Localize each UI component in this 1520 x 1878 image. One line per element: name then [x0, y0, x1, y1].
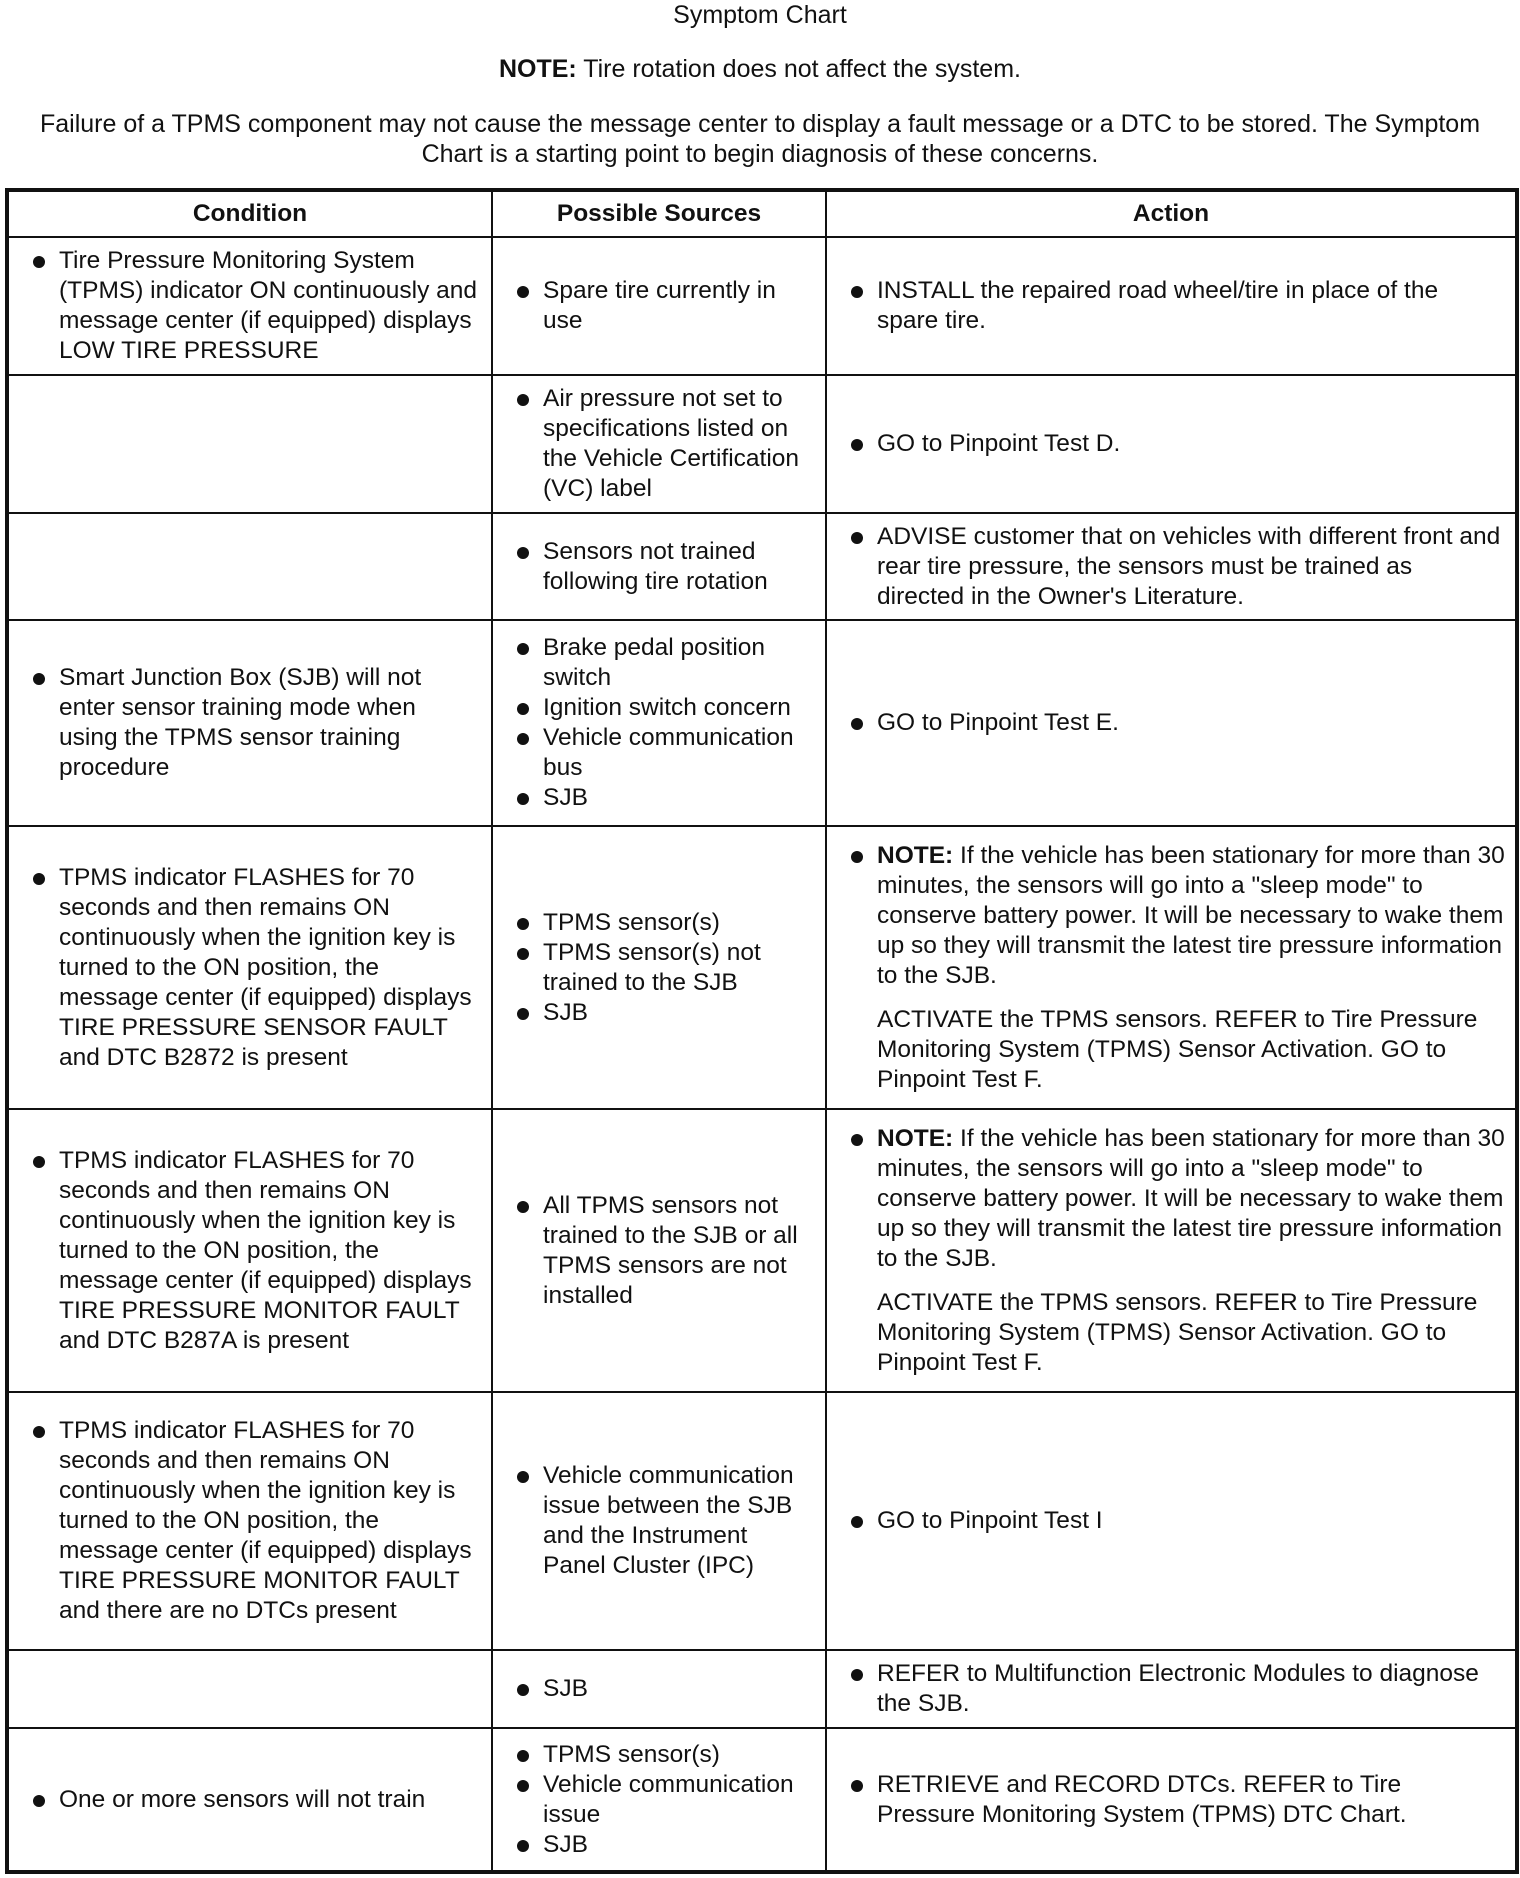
- sources-content: [493, 380, 825, 508]
- condition-content: [9, 1412, 491, 1630]
- action-cell: [826, 1392, 1517, 1650]
- sources-content: [493, 1457, 825, 1585]
- source-item: Ignition switch concern: [513, 693, 815, 723]
- table-row: [7, 1109, 1517, 1392]
- action-text: REFER to Multifunction Electronic Modules to diagnose the SJB.: [877, 1660, 1479, 1717]
- condition-text: TPMS indicator FLASHES for 70 seconds and then remains ON continuously when the ignition key is turned to the ON position, the message center (if equipped) displays TIRE PRESSURE SENSOR FAULT and DTC B2872 is present: [29, 863, 481, 1073]
- source-item: SJB: [513, 1674, 815, 1704]
- condition-cell: [7, 1109, 492, 1392]
- source-item: TPMS sensor(s): [513, 908, 815, 938]
- action-content: [827, 704, 1515, 742]
- source-item: SJB: [513, 1830, 815, 1860]
- sources-content: [493, 1736, 825, 1864]
- source-item: Spare tire currently in use: [513, 276, 815, 336]
- source-item: Brake pedal position switch: [513, 633, 815, 693]
- condition-cell: [7, 1728, 492, 1872]
- action-cell: [826, 826, 1517, 1109]
- action-text: RETRIEVE and RECORD DTCs. REFER to Tire Pressure Monitoring System (TPMS) DTC Chart.: [877, 1770, 1407, 1828]
- condition-content: [9, 1685, 491, 1693]
- table-row: [7, 826, 1517, 1109]
- action-note-label: NOTE:: [877, 1124, 954, 1152]
- condition-cell: [7, 375, 492, 513]
- condition-list: [29, 1785, 481, 1815]
- action-note-label: NOTE:: [877, 841, 954, 869]
- source-item: Air pressure not set to specifications listed on the Vehicle Certification (VC) label: [513, 384, 815, 504]
- sources-content: [493, 904, 825, 1032]
- source-item: Vehicle communication bus: [513, 723, 815, 783]
- action-list: [847, 1659, 1505, 1719]
- condition-cell: [7, 513, 492, 620]
- action-content: [827, 1655, 1515, 1723]
- note-label: NOTE:: [498, 55, 577, 83]
- action-item: [847, 429, 1505, 459]
- sources-content: [493, 533, 825, 601]
- action-content: [827, 1766, 1515, 1834]
- action-item: [847, 841, 1505, 991]
- action-text: If the vehicle has been stationary for more than 30 minutes, the sensors will go into a "sleep mode" to conserve battery power. It will be necessary to wake them up so they will transmit the latest tire pressure information to the SJB.: [877, 1124, 1505, 1272]
- condition-content: [9, 242, 491, 370]
- action-cell: [826, 620, 1517, 826]
- sources-list: [513, 537, 815, 597]
- condition-text: TPMS indicator FLASHES for 70 seconds and then remains ON continuously when the ignition key is turned to the ON position, the message center (if equipped) displays TIRE PRESSURE MONITOR FAULT and DTC B287A is present: [29, 1146, 481, 1356]
- action-item: [847, 1770, 1505, 1830]
- condition-cell: [7, 1392, 492, 1650]
- condition-content: [9, 563, 491, 571]
- table-row: [7, 237, 1517, 375]
- condition-list: [29, 663, 481, 783]
- source-item: SJB: [513, 998, 815, 1028]
- condition-cell: [7, 237, 492, 375]
- condition-text: One or more sensors will not train: [29, 1785, 481, 1815]
- table-row: [7, 1392, 1517, 1650]
- source-item: All TPMS sensors not trained to the SJB or all TPMS sensors are not installed: [513, 1191, 815, 1311]
- table-row: [7, 513, 1517, 620]
- sources-cell: [492, 1109, 826, 1392]
- sources-cell: [492, 1650, 826, 1728]
- sources-list: [513, 908, 815, 1028]
- table-row: [7, 1650, 1517, 1728]
- sources-cell: [492, 826, 826, 1109]
- action-list: [847, 708, 1505, 738]
- action-list: [847, 1770, 1505, 1830]
- action-item: [847, 1124, 1505, 1274]
- sources-cell: [492, 1728, 826, 1872]
- action-content: [827, 425, 1515, 463]
- table-row: [7, 620, 1517, 826]
- action-content: [827, 837, 1515, 1099]
- sources-content: [493, 272, 825, 340]
- action-list: [847, 522, 1505, 612]
- condition-content: [9, 659, 491, 787]
- condition-cell: [7, 1650, 492, 1728]
- action-item: [847, 708, 1505, 738]
- condition-cell: [7, 620, 492, 826]
- table-header-row: [7, 190, 1517, 237]
- action-extra-text: ACTIVATE the TPMS sensors. REFER to Tire Pressure Monitoring System (TPMS) Sensor Activation. GO to Pinpoint Test F.: [877, 1005, 1478, 1093]
- action-item: [847, 522, 1505, 612]
- action-cell: [826, 1109, 1517, 1392]
- source-item: Sensors not trained following tire rotation: [513, 537, 815, 597]
- action-cell: [826, 237, 1517, 375]
- condition-list: [29, 1416, 481, 1626]
- header-condition: Condition: [7, 190, 492, 237]
- action-list: [847, 276, 1505, 336]
- action-item: [847, 1506, 1505, 1536]
- condition-content: [9, 1781, 491, 1819]
- action-list: [847, 1506, 1505, 1536]
- condition-text: TPMS indicator FLASHES for 70 seconds and then remains ON continuously when the ignition key is turned to the ON position, the message center (if equipped) displays TIRE PRESSURE MONITOR FAULT and there are no DTCs present: [29, 1416, 481, 1626]
- action-content: [827, 272, 1515, 340]
- sources-content: [493, 1670, 825, 1708]
- action-text: GO to Pinpoint Test I: [877, 1507, 1103, 1534]
- condition-content: [9, 1142, 491, 1360]
- action-cell: [826, 1650, 1517, 1728]
- intro-paragraph: Failure of a TPMS component may not cause the message center to display a fault message or a DTC to be stored. The Symptom Chart is a starting point to begin diagnosis of these concerns.: [39, 110, 1481, 168]
- condition-list: [29, 863, 481, 1073]
- sources-cell: [492, 375, 826, 513]
- action-text: GO to Pinpoint Test D.: [877, 430, 1121, 457]
- table-row: [7, 1728, 1517, 1872]
- source-item: Vehicle communication issue: [513, 1770, 815, 1830]
- sources-content: [493, 629, 825, 817]
- action-list: [847, 429, 1505, 459]
- header-action: Action: [826, 190, 1517, 237]
- condition-content: [9, 859, 491, 1077]
- sources-list: [513, 1740, 815, 1860]
- table-row: [7, 375, 1517, 513]
- sources-list: [513, 633, 815, 813]
- action-content: [827, 518, 1515, 616]
- action-text: If the vehicle has been stationary for more than 30 minutes, the sensors will go into a "sleep mode" to conserve battery power. It will be necessary to wake them up so they will transmit the latest tire pressure information to the SJB.: [877, 841, 1505, 989]
- condition-list: [29, 246, 481, 366]
- symptom-table: [5, 188, 1519, 1874]
- condition-list: [29, 1146, 481, 1356]
- action-item: [847, 1659, 1505, 1719]
- action-extra-text: ACTIVATE the TPMS sensors. REFER to Tire Pressure Monitoring System (TPMS) Sensor Activation. GO to Pinpoint Test F.: [877, 1288, 1478, 1376]
- source-item: TPMS sensor(s) not trained to the SJB: [513, 938, 815, 998]
- sources-cell: [492, 1392, 826, 1650]
- header-possible-sources: Possible Sources: [492, 190, 826, 237]
- sources-cell: [492, 237, 826, 375]
- note-line: [0, 54, 1520, 84]
- sources-list: [513, 276, 815, 336]
- action-list: [847, 1124, 1505, 1274]
- condition-text: Smart Junction Box (SJB) will not enter sensor training mode when using the TPMS sensor training procedure: [29, 663, 481, 783]
- source-item: TPMS sensor(s): [513, 1740, 815, 1770]
- sources-cell: [492, 513, 826, 620]
- action-text: ADVISE customer that on vehicles with different front and rear tire pressure, the sensors must be trained as directed in the Owner's Literature.: [877, 522, 1501, 610]
- condition-content: [9, 440, 491, 448]
- condition-text: Tire Pressure Monitoring System (TPMS) indicator ON continuously and message center (if equipped) displays LOW TIRE PRESSURE: [29, 246, 481, 366]
- sources-list: [513, 1191, 815, 1311]
- action-text: INSTALL the repaired road wheel/tire in place of the spare tire.: [877, 277, 1439, 334]
- sources-cell: [492, 620, 826, 826]
- sources-list: [513, 1674, 815, 1704]
- action-cell: [826, 513, 1517, 620]
- sources-list: [513, 384, 815, 504]
- action-text: GO to Pinpoint Test E.: [877, 709, 1119, 736]
- condition-cell: [7, 826, 492, 1109]
- action-content: [827, 1120, 1515, 1382]
- sources-content: [493, 1187, 825, 1315]
- action-list: [847, 841, 1505, 991]
- action-cell: [826, 375, 1517, 513]
- action-item: [847, 276, 1505, 336]
- action-cell: [826, 1728, 1517, 1872]
- sources-list: [513, 1461, 815, 1581]
- page-title: Symptom Chart: [673, 1, 847, 29]
- action-content: [827, 1502, 1515, 1540]
- source-item: SJB: [513, 783, 815, 813]
- note-text: Tire rotation does not affect the system.: [583, 55, 1021, 83]
- source-item: Vehicle communication issue between the SJB and the Instrument Panel Cluster (IPC): [513, 1461, 815, 1581]
